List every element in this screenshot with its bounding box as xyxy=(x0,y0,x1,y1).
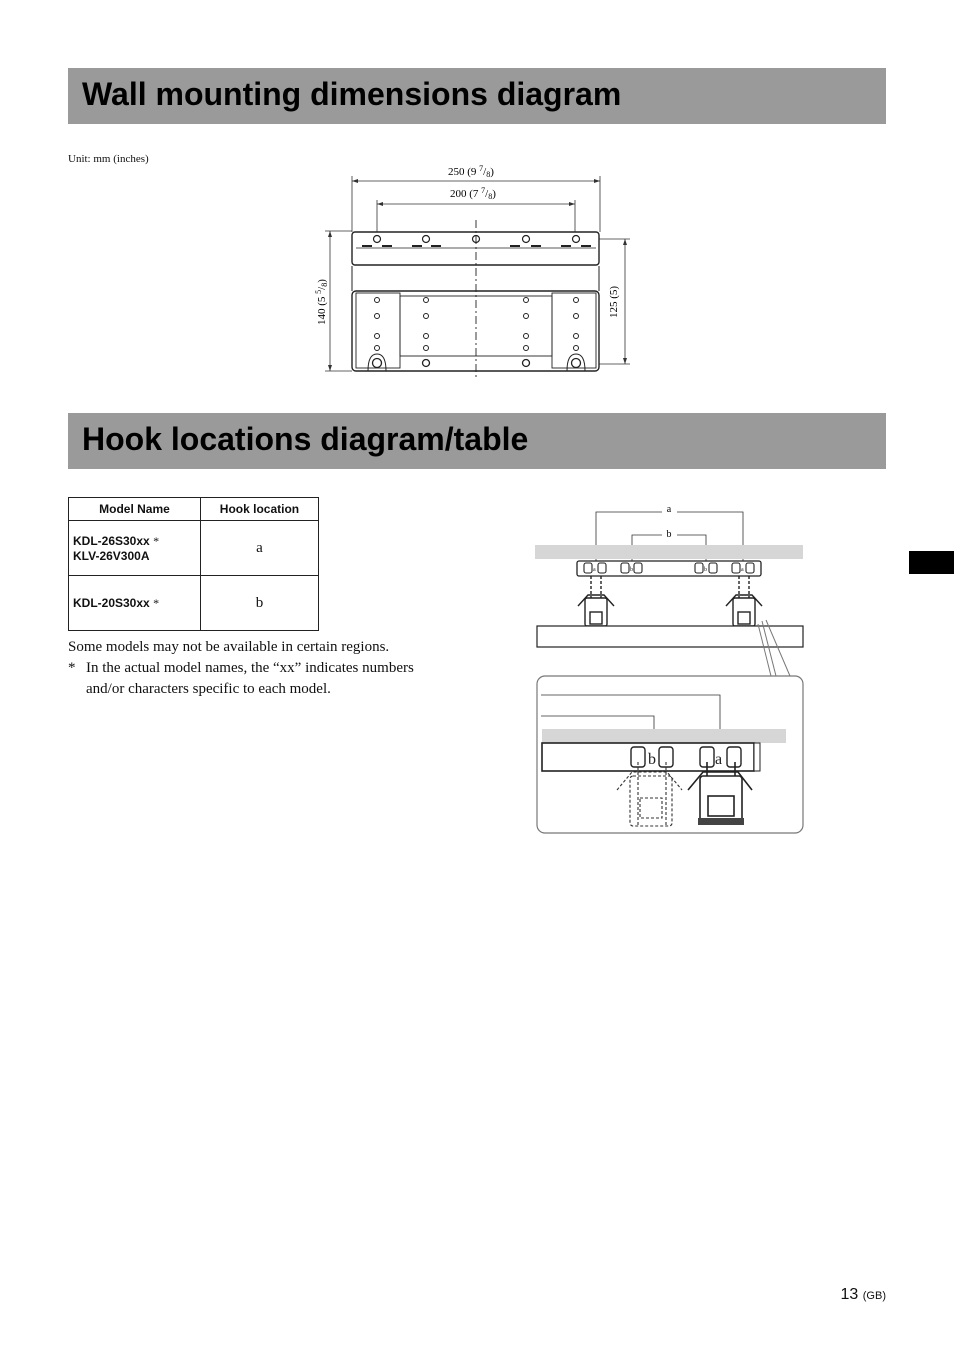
svg-text:140 (5 5/8): 140 (5 $^5$/8) xyxy=(314,279,329,325)
svg-text:a: a xyxy=(593,567,596,573)
svg-text:a: a xyxy=(715,751,723,768)
location-cell: b xyxy=(200,576,318,631)
table-row xyxy=(69,521,319,576)
section-tab-marker xyxy=(909,551,954,574)
svg-text:a: a xyxy=(666,504,672,515)
header-model-name: Model Name xyxy=(69,498,201,521)
svg-text:a: a xyxy=(741,567,744,573)
svg-text:125 (5): 125 (5) xyxy=(608,285,620,318)
svg-text:b: b xyxy=(630,567,633,573)
footnote: * In the actual model names, the “xx” indicates numbers and/or characters specific to each model. xyxy=(68,660,414,697)
hook-locations-title: Hook locations diagram/table xyxy=(82,421,529,457)
model-cell: KDL-20S30xx * xyxy=(69,576,201,631)
svg-text:b: b xyxy=(666,529,672,540)
availability-note: Some models may not be available in certain regions. xyxy=(68,639,390,655)
wall-mounting-banner xyxy=(68,68,886,124)
svg-text:b: b xyxy=(648,751,656,768)
location-cell: a xyxy=(200,521,318,576)
unit-note: Unit: mm (inches) xyxy=(68,153,149,165)
wall-mounting-title: Wall mounting dimensions diagram xyxy=(82,76,622,112)
hook-location-diagram xyxy=(530,498,810,838)
table-row xyxy=(69,576,319,631)
svg-text:250 (9 7/8): 250 (9 $^7$/8) xyxy=(448,164,494,179)
svg-text:b: b xyxy=(704,567,707,573)
hook-locations-banner xyxy=(68,413,886,469)
header-hook-location: Hook location xyxy=(200,498,318,521)
model-cell: KDL-26S30xx * KLV-26V300A xyxy=(69,521,201,576)
svg-text:200 (7 7/8): 200 (7 $^7$/8) xyxy=(450,186,496,201)
wall-mount-diagram xyxy=(300,155,650,385)
page-number: 13 (GB) xyxy=(840,1286,886,1303)
hook-location-table xyxy=(68,497,319,631)
notes xyxy=(68,637,448,700)
